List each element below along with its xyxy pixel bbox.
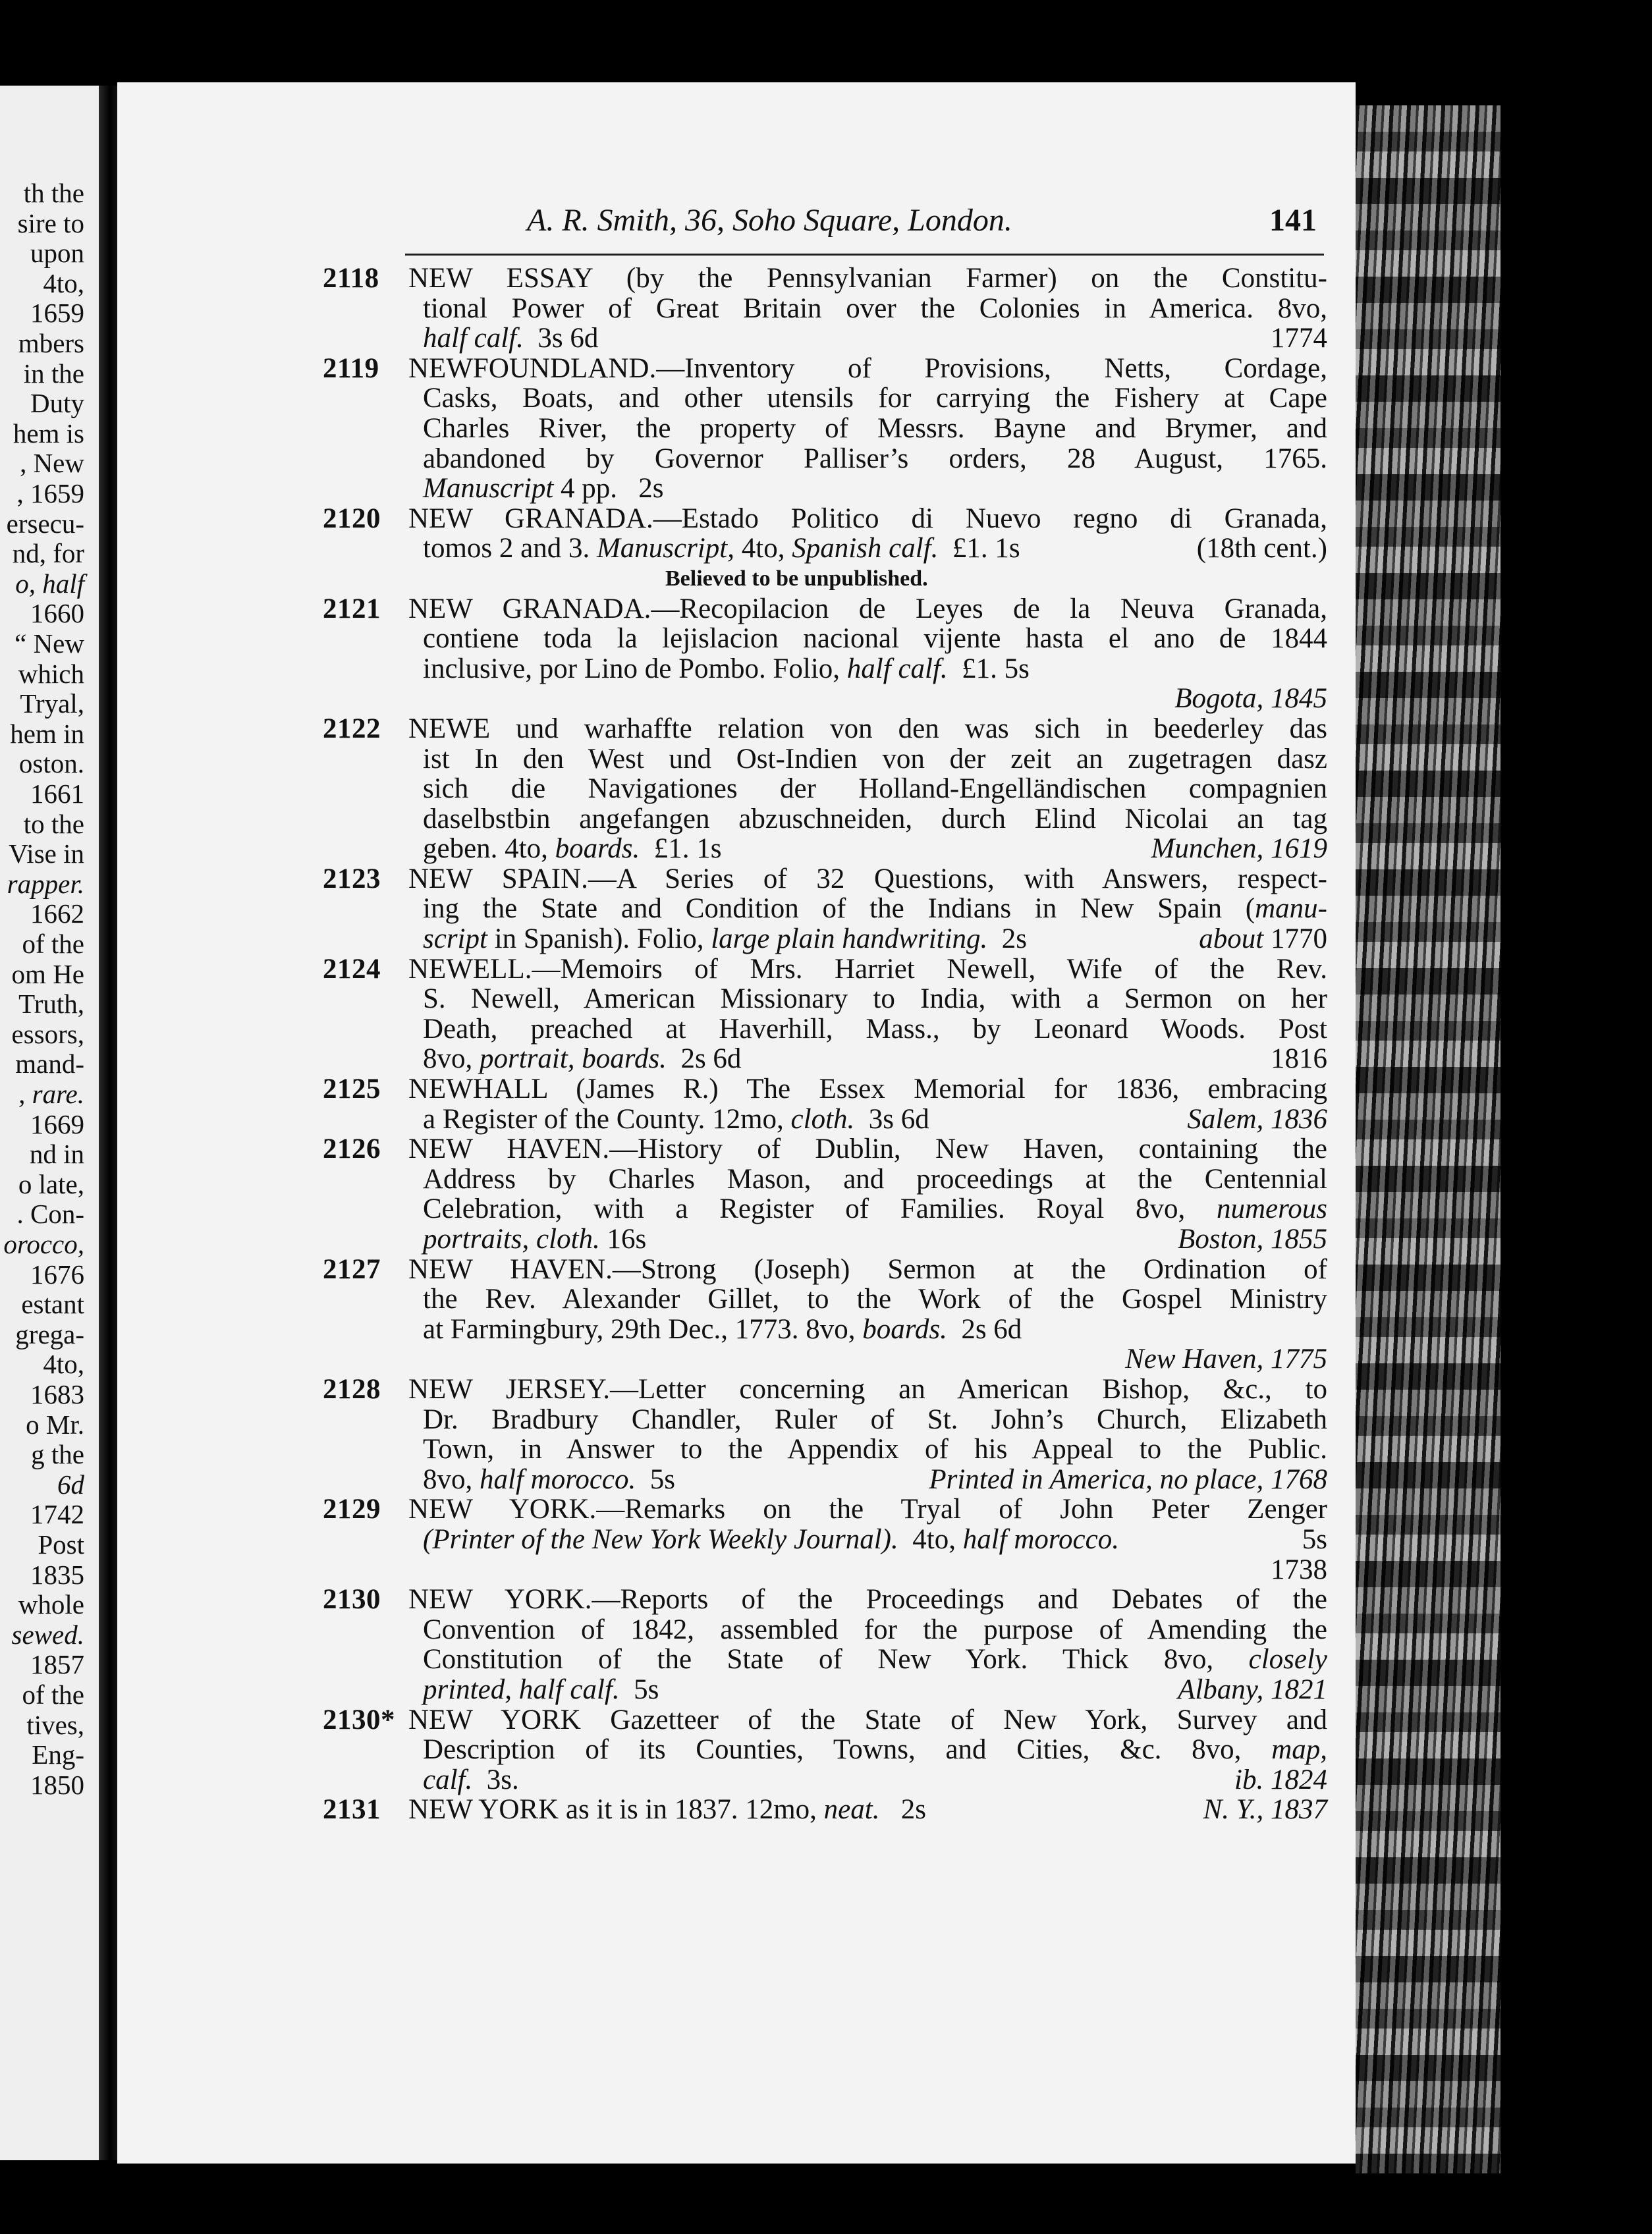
previous-page-fragment: Vise in [9, 838, 84, 869]
entry-2127 [323, 1255, 1327, 1375]
price: 3s 6d [537, 323, 599, 354]
previous-page-fragment: 1669 [30, 1108, 84, 1139]
entry-number: 2131 [323, 1794, 381, 1826]
binding: half morocco. [962, 1523, 1119, 1555]
entry-text: Celebration, with a Register of Families. Royal 8vo, [423, 1193, 1186, 1225]
entry-text: sich die Navigationes der Holland-Engelländischen compagnien [423, 773, 1327, 805]
entry-text: NEW JERSEY.—Letter concerning an American Bishop, &c., to [408, 1373, 1327, 1405]
size: 4to, [912, 1523, 956, 1555]
entry-text: NEW ESSAY (by the Pennsylvanian Farmer) on the Constitu- [408, 263, 1327, 294]
previous-page-fragment: o late, [18, 1168, 84, 1199]
price: 2s [1001, 923, 1028, 955]
previous-page-fragment: , New [20, 448, 84, 479]
price: 2s [900, 1794, 926, 1826]
format: Manuscript [423, 473, 554, 504]
entry-2123 [323, 864, 1327, 954]
imprint: ib. 1824 [1234, 1764, 1327, 1795]
imprint: Salem, 1836 [1187, 1103, 1327, 1135]
binding: boards. [862, 1313, 947, 1345]
entry-text: NEW YORK as it is in 1837. 12mo, [408, 1794, 817, 1826]
entry-text: NEW SPAIN.—A Series of 32 Questions, with Answers, respect- [408, 863, 1327, 894]
price: £1. 5s [962, 653, 1030, 684]
entry-text: NEW GRANADA.—Recopilacion de Leyes de la Neuva Granada, [408, 593, 1327, 624]
entry-2125 [323, 1074, 1327, 1134]
previous-page-fragment: 1850 [30, 1769, 84, 1800]
previous-page-fragment: 1683 [30, 1379, 84, 1409]
entry-number: 2130 [323, 1584, 381, 1616]
entry-2121 [323, 594, 1327, 714]
entry-text: NEWFOUNDLAND.—Inventory of Provisions, Netts, Cordage, [408, 352, 1327, 384]
entry-number: 2127 [323, 1253, 381, 1285]
entry-number: 2118 [323, 263, 379, 294]
imprint: N. Y., 1837 [1203, 1794, 1327, 1826]
pages: 4 pp. [561, 473, 618, 504]
entry-text: script [423, 923, 487, 955]
date-qualifier: about [1199, 923, 1264, 955]
entry-number: 2123 [323, 863, 381, 894]
page-header [408, 201, 1321, 240]
entry-number: 2120 [323, 503, 381, 534]
previous-page-fragment: . Con- [16, 1199, 84, 1230]
entry-2119 [323, 354, 1327, 504]
imprint: Munchen, 1619 [1151, 833, 1327, 865]
entry-text: map, [1271, 1734, 1327, 1766]
entry-number: 2128 [323, 1373, 381, 1405]
entry-text: in Spanish). Folio, [487, 923, 704, 955]
binding: Spanish calf. [792, 533, 939, 564]
entry-number: 2126 [323, 1133, 381, 1165]
entry-text: a Register of the County. 12mo, [423, 1103, 784, 1135]
entry-2118 [323, 263, 1327, 354]
binding: half calf. [846, 653, 948, 684]
previous-page-fragment: nd in [29, 1139, 84, 1170]
imprint: Printed in America, no place, 1768 [929, 1463, 1327, 1495]
entry-2120 [323, 504, 1327, 594]
entry-text: the Rev. Alexander Gillet, to the Work of the Gospel Ministry [423, 1284, 1327, 1315]
entry-text: daselbstbin angefangen abzuschneiden, durch Elind Nicolai an tag [423, 803, 1327, 834]
entry-text: Casks, Boats, and other utensils for carrying the Fishery at Cape [423, 383, 1327, 414]
previous-page-fragment: nd, for [12, 538, 84, 569]
previous-page-fragment: 1742 [30, 1499, 84, 1530]
entry-text: tomos 2 and 3. [423, 533, 590, 564]
imprint: Boston, 1855 [1178, 1224, 1327, 1255]
entry-number: 2125 [323, 1074, 381, 1105]
previous-page-fragment: in the [23, 358, 84, 389]
entry-text: NEWHALL (James R.) The Essex Memorial for 1836, embracing [408, 1074, 1327, 1105]
binding: half morocco. [480, 1463, 636, 1495]
entry-text: at Farmingbury, 29th Dec., 1773. 8vo, [423, 1313, 856, 1345]
previous-page-fragment: whole [18, 1589, 84, 1620]
entry-text: Address by Charles Mason, and proceedings at the Centennial [423, 1163, 1327, 1195]
previous-page-fragment: Eng- [32, 1739, 84, 1770]
previous-page-fragment: 1659 [30, 298, 84, 329]
previous-page-fragment: sire to [17, 207, 84, 238]
previous-page-fragment: Duty [30, 388, 84, 419]
entry-text: (Printer of the New York Weekly Journal). [423, 1523, 898, 1555]
book-gutter [99, 86, 117, 2160]
price: 5s [634, 1674, 659, 1705]
previous-page-fragment: oston. [18, 748, 84, 779]
header-rule [405, 254, 1324, 256]
entry-text: NEW GRANADA.—Estado Politico di Nuevo regno di Granada, [408, 503, 1327, 534]
entry-number: 2122 [323, 713, 381, 744]
previous-page-fragment: 1676 [30, 1259, 84, 1290]
entry-2130 [323, 1585, 1327, 1704]
previous-page-fragment: sewed. [11, 1619, 84, 1650]
price: 5s [649, 1463, 675, 1495]
price: 16s [607, 1224, 647, 1255]
running-title: A. R. Smith, 36, Soho Square, London. [527, 203, 1012, 238]
entry-2128 [323, 1375, 1327, 1494]
binding: portrait, boards. [480, 1043, 667, 1075]
previous-page-fragment: which [18, 658, 84, 689]
previous-page-fragment: om He [11, 958, 84, 989]
entry-text: inclusive, por Lino de Pombo. Folio, [423, 653, 840, 684]
page-number: 141 [1269, 203, 1317, 238]
previous-page-fragment: Post [38, 1529, 84, 1560]
previous-page-fragment: estant [21, 1289, 84, 1320]
previous-page-fragment: hem in [10, 718, 84, 749]
date: 1816 [1271, 1043, 1327, 1075]
imprint: New Haven, 1775 [1125, 1344, 1327, 1375]
entry-text: Constitution of the State of New York. Thick 8vo, [423, 1644, 1214, 1676]
entry-text: contiene toda la lejislacion nacional vijente hasta el ano de 1844 [423, 623, 1327, 655]
price: 2s 6d [680, 1043, 742, 1075]
entry-2131 [323, 1795, 1327, 1825]
entry-text: abandoned by Governor Palliser’s orders, 28 August, 1765. [423, 443, 1327, 474]
previous-page-fragment: Tryal, [20, 688, 84, 719]
entry-text: Death, preached at Haverhill, Mass., by Leonard Woods. Post [423, 1013, 1327, 1045]
previous-page-fragment: hem is [13, 418, 84, 449]
binding: printed, half calf. [423, 1674, 620, 1705]
previous-page-fragment: upon [30, 238, 84, 269]
entry-text: NEW YORK.—Reports of the Proceedings and Debates of the [408, 1584, 1327, 1616]
entry-text: ing the State and Condition of the Indians in New Spain ( [423, 893, 1255, 925]
price: 3s. [486, 1764, 519, 1795]
previous-page-fragment: , rare. [18, 1079, 84, 1109]
price: £1. 1s [952, 533, 1020, 564]
entry-text: NEW HAVEN.—Strong (Joseph) Sermon at the Ordination of [408, 1253, 1327, 1285]
previous-page-fragment: 1857 [30, 1649, 84, 1680]
price: £1. 1s [653, 833, 722, 865]
entry-text: Town, in Answer to the Appendix of his Appeal to the Public. [423, 1434, 1327, 1465]
previous-page-fragment: Truth, [18, 989, 84, 1020]
format: Manuscript, [596, 533, 734, 564]
binding: neat. [823, 1794, 880, 1826]
binding: large plain handwriting. [711, 923, 988, 955]
entry-text: NEW YORK Gazetteer of the State of New York, Survey and [408, 1704, 1327, 1735]
size: 4to, [741, 533, 785, 564]
imprint: Albany, 1821 [1178, 1674, 1327, 1705]
entry-text: NEW YORK.—Remarks on the Tryal of John Peter Zenger [408, 1494, 1327, 1525]
size: 8vo, [423, 1043, 473, 1075]
previous-page-fragment: 1662 [30, 898, 84, 929]
previous-page-fragment: 1660 [30, 598, 84, 629]
entry-number: 2129 [323, 1494, 381, 1525]
entry-text: NEWELL.—Memoirs of Mrs. Harriet Newell, Wife of the Rev. [408, 953, 1327, 985]
previous-page-fragment: , 1659 [16, 478, 84, 508]
previous-page-fragment: o Mr. [26, 1409, 84, 1440]
price: 2s [638, 473, 664, 504]
previous-page-fragment: essors, [11, 1018, 84, 1049]
entry-text: Convention of 1842, assembled for the purpose of Amending the [423, 1614, 1327, 1645]
entry-note: Believed to be unpublished. [665, 566, 928, 591]
entry-2126 [323, 1134, 1327, 1254]
date: (18th cent.) [1196, 533, 1327, 564]
previous-page-fragment: th the [23, 178, 84, 208]
previous-page-fragment: orocco, [3, 1229, 84, 1259]
entry-2122 [323, 714, 1327, 864]
binding: cloth. [790, 1103, 855, 1135]
previous-page-fragment: o, half [15, 568, 84, 599]
previous-page-fragment: “ New [14, 628, 84, 659]
previous-page-fragment: of the [22, 929, 84, 959]
previous-page-fragment: to the [23, 808, 84, 839]
entry-text: numerous [1216, 1193, 1327, 1225]
previous-page-fragment: 4to, [43, 267, 84, 298]
entry-text: Dr. Bradbury Chandler, Ruler of St. John’s Church, Elizabeth [423, 1403, 1327, 1435]
previous-page-fragment: tives, [26, 1709, 84, 1740]
date: 1738 [1271, 1554, 1327, 1585]
date: 1770 [1271, 923, 1327, 955]
previous-page-fragment: mbers [18, 328, 84, 358]
binding: calf. [423, 1764, 473, 1795]
previous-page-fragment: grega- [15, 1319, 84, 1349]
entry-text: geben. 4to, [423, 833, 548, 865]
price: 2s 6d [961, 1313, 1022, 1345]
previous-page-fragment: 1661 [30, 778, 84, 809]
entry-number: 2121 [323, 593, 381, 624]
entry-text: Description of its Counties, Towns, and Cities, &c. 8vo, [423, 1734, 1242, 1766]
entry-2130-star [323, 1705, 1327, 1795]
entry-text: manu- [1255, 893, 1327, 925]
marbled-page-edge [1356, 105, 1501, 2173]
catalogue-entries [323, 263, 1327, 1825]
entry-2129 [323, 1494, 1327, 1585]
entry-text: closely [1248, 1644, 1328, 1676]
entry-text: S. Newell, American Missionary to India, with a Sermon on her [423, 983, 1327, 1015]
price: 3s 6d [868, 1103, 929, 1135]
previous-page-fragment: mand- [15, 1049, 84, 1079]
entry-number: 2124 [323, 953, 381, 985]
binding: portraits, cloth. [423, 1224, 600, 1255]
price: 5s [1302, 1523, 1327, 1555]
previous-page-fragment: rapper. [7, 868, 84, 899]
entry-2124 [323, 954, 1327, 1074]
entry-text: ist In den West und Ost-Indien von der zeit an zugetragen dasz [423, 743, 1327, 775]
entry-number: 2130* [323, 1704, 395, 1735]
imprint: Bogota, 1845 [1174, 683, 1327, 715]
size: 8vo, [423, 1463, 473, 1495]
previous-page-strip [0, 86, 99, 2160]
entry-text: tional Power of Great Britain over the Colonies in America. 8vo, [423, 292, 1327, 324]
previous-page-fragment: of the [22, 1679, 84, 1710]
imprint: 1774 [1271, 323, 1327, 354]
entry-text: NEW HAVEN.—History of Dublin, New Haven, containing the [408, 1133, 1327, 1165]
entry-text: Charles River, the property of Messrs. Bayne and Brymer, and [423, 412, 1327, 444]
binding: boards. [555, 833, 640, 865]
binding: half calf. [423, 323, 524, 354]
previous-page-fragment: 4to, [43, 1349, 84, 1380]
previous-page-fragment: 6d [57, 1469, 84, 1500]
previous-page-fragment: 1835 [30, 1559, 84, 1590]
entry-text: NEWE und warhaffte relation von den was sich in beederley das [408, 713, 1327, 744]
entry-number: 2119 [323, 352, 379, 384]
previous-page-fragment: ersecu- [6, 508, 84, 539]
previous-page-fragment: g the [31, 1439, 84, 1470]
